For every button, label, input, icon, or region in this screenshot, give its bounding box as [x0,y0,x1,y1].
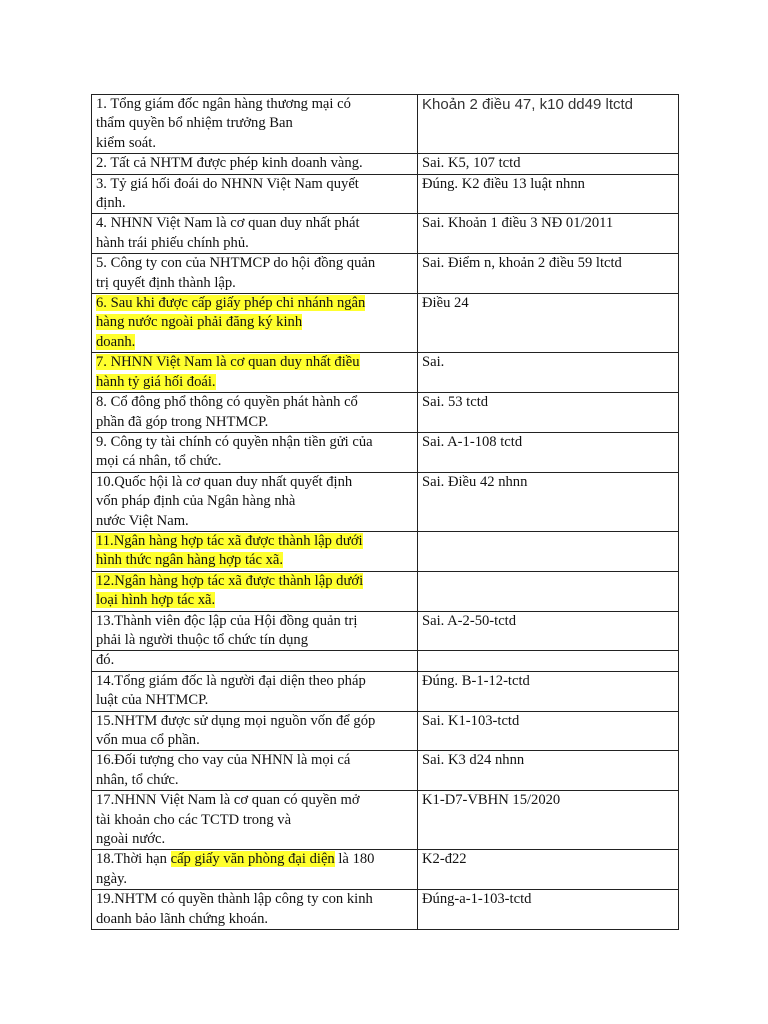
answer-text: Sai. K5, 107 tctd [422,155,521,172]
answer-text: Sai. [422,354,445,371]
answer-text: Đúng. B-1-12-tctd [422,672,530,689]
question-text: 16.Đối tượng cho vay của NHNN là mọi cá nhân, tổ chức. [96,752,351,788]
table-row [92,95,679,154]
answer-cell [418,651,679,671]
answer-cell [418,174,679,214]
question-text-highlighted: cấp giấy văn phòng đại diện [170,851,335,868]
table-row [92,174,679,214]
answer-text: Sai. 53 tctd [422,394,489,411]
question-text: 5. Công ty con của NHTMCP do hội đồng quản trị quyết định thành lập. [96,255,376,291]
table-row [92,294,679,353]
answer-cell [418,254,679,294]
table-row [92,531,679,571]
question-text: 17.NHNN Việt Nam là cơ quan có quyền mở tài khoản cho các TCTD trong và ngoài nước. [96,792,360,848]
question-text: 8. Cổ đông phổ thông có quyền phát hành cổ phần đã góp trong NHTMCP. [96,394,358,430]
question-text: 13.Thành viên độc lập của Hội đồng quản trị phải là người thuộc tổ chức tín dụng [96,612,358,648]
question-text [96,851,374,886]
question-cell [92,154,418,174]
question-text-before: 18.Thời hạn [96,851,171,868]
question-cell [92,531,418,571]
question-text: 1. Tổng giám đốc ngân hàng thương mại có thẩm quyền bổ nhiệm trưởng Ban kiểm soát. [96,96,351,151]
question-text-highlighted: 11.Ngân hàng hợp tác xã được thành lập dưới hình thức ngân hàng hợp tác xã. [96,532,363,569]
answer-text: Sai. Điểm n, khoản 2 điều 59 ltctd [422,255,622,272]
qa-table [91,94,679,930]
question-cell [92,353,418,393]
answer-text: Khoản 2 điều 47, k10 dd49 ltctd [422,96,633,113]
answer-text: Sai. Điều 42 nhnn [422,473,528,490]
answer-text: Điều 24 [422,295,469,312]
question-cell [92,254,418,294]
answer-cell [418,671,679,711]
question-text-after: là 180 ngày. [96,851,375,887]
question-cell [92,611,418,651]
answer-text: Sai. Khoản 1 điều 3 NĐ 01/2011 [422,215,614,232]
question-cell [92,95,418,154]
question-cell [92,393,418,433]
table-row [92,254,679,294]
question-cell [92,174,418,214]
question-cell [92,671,418,711]
answer-text: Sai. K1-103-tctd [422,712,520,729]
answer-text: Sai. A-2-50-tctd [422,612,517,629]
question-text: 4. NHNN Việt Nam là cơ quan duy nhất phát hành trái phiếu chính phủ. [96,215,360,251]
question-text: 2. Tất cả NHTM được phép kinh doanh vàng. [96,155,363,172]
table-row [92,611,679,651]
table-row [92,353,679,393]
table-row [92,671,679,711]
answer-cell [418,850,679,890]
question-cell [92,294,418,353]
table-row [92,472,679,531]
question-cell [92,571,418,611]
question-text: 19.NHTM có quyền thành lập công ty con kinh doanh bảo lãnh chứng khoán. [96,891,373,927]
answer-cell [418,393,679,433]
table-row [92,711,679,751]
answer-cell [418,294,679,353]
table-row [92,214,679,254]
table-row [92,571,679,611]
answer-cell [418,154,679,174]
answer-text: K1-D7-VBHN 15/2020 [422,792,561,809]
question-cell [92,214,418,254]
answer-cell [418,890,679,930]
table-row [92,393,679,433]
question-text: 14.Tổng giám đốc là người đại diện theo pháp luật của NHTMCP. [96,672,366,709]
answer-cell [418,611,679,651]
answer-text: Sai. A-1-108 tctd [422,433,523,450]
table-row [92,751,679,791]
table-row [92,432,679,472]
question-cell [92,890,418,930]
question-cell [92,751,418,791]
question-text: đó. [96,652,115,669]
answer-text: Đúng. K2 điều 13 luật nhnn [422,175,585,192]
question-text: 15.NHTM được sử dụng mọi nguồn vốn để góp vốn mua cổ phần. [96,712,376,748]
question-text-highlighted: 7. NHNN Việt Nam là cơ quan duy nhất điều hành tỷ giá hối đoái. [96,354,360,390]
answer-cell [418,95,679,154]
question-cell [92,432,418,472]
answer-cell [418,531,679,571]
question-text-highlighted: 6. Sau khi được cấp giấy phép chi nhánh ngân hàng nước ngoài phải đăng ký kinh doanh. [96,295,366,350]
answer-cell [418,571,679,611]
table-row [92,651,679,671]
question-cell [92,651,418,671]
answer-cell [418,432,679,472]
table-row [92,791,679,850]
answer-cell [418,472,679,531]
answer-text: K2-đ22 [422,851,467,868]
table-row [92,850,679,890]
question-text: 3. Tỷ giá hối đoái do NHNN Việt Nam quyết định. [96,175,359,212]
answer-cell [418,353,679,393]
answer-cell [418,751,679,791]
answer-cell [418,214,679,254]
question-cell [92,472,418,531]
table-row [92,890,679,930]
answer-cell [418,711,679,751]
answer-cell [418,791,679,850]
question-cell [92,791,418,850]
question-text: 10.Quốc hội là cơ quan duy nhất quyết định vốn pháp định của Ngân hàng nhà nước Việt Nam. [96,473,353,529]
answer-text: Đúng-a-1-103-tctd [422,891,532,908]
table-row [92,154,679,174]
question-text-highlighted: 12.Ngân hàng hợp tác xã được thành lập dưới loại hình hợp tác xã. [96,572,364,609]
question-cell [92,850,418,890]
question-text: 9. Công ty tài chính có quyền nhận tiền gửi của mọi cá nhân, tổ chức. [96,433,373,470]
answer-text: Sai. K3 d24 nhnn [422,752,525,769]
question-cell [92,711,418,751]
